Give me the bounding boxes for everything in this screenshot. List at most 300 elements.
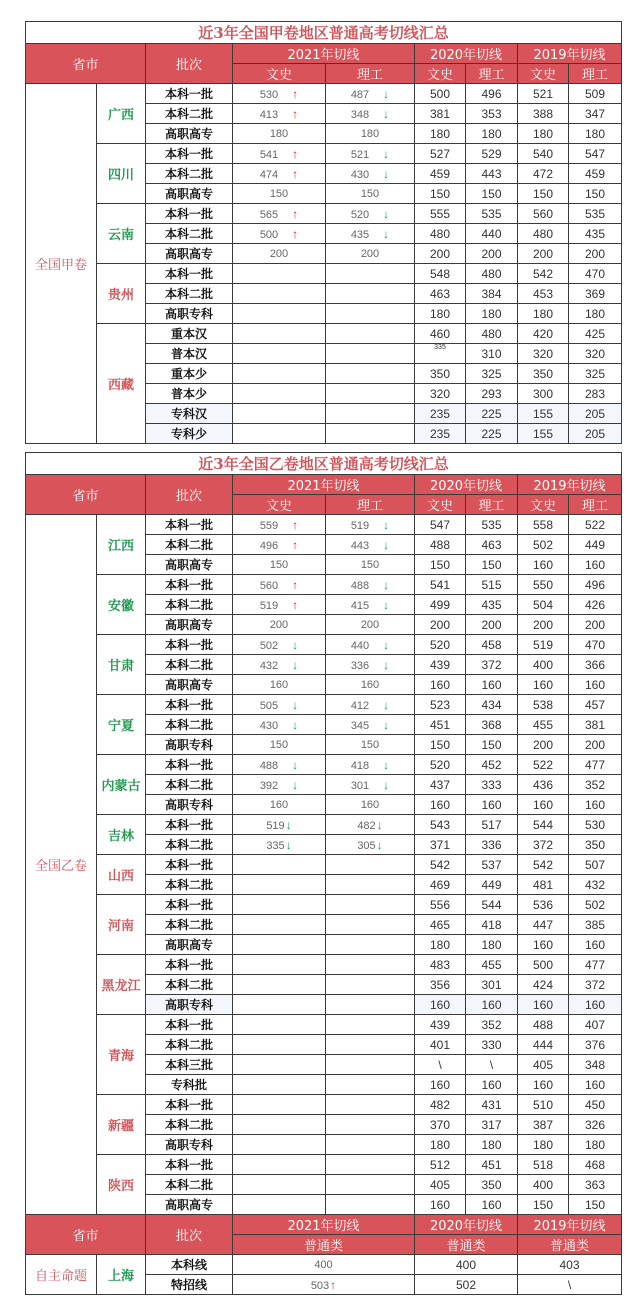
province-name: 安徽 (97, 575, 146, 635)
arrow-up-icon: ↑ (292, 597, 299, 612)
score-2021-wen (233, 1175, 326, 1195)
score-value: 482 (357, 819, 376, 832)
score-2021-li (326, 424, 415, 444)
score-2019-li: 363 (569, 1175, 622, 1195)
score-2019-li: 326 (569, 1115, 622, 1135)
province-name: 甘肃 (97, 635, 146, 695)
batch-label: 特招线 (146, 1275, 233, 1295)
score-2019-wen: 542 (518, 264, 569, 284)
batch-label: 本科二批 (146, 1115, 233, 1135)
score-2019-wen: 388 (518, 104, 569, 124)
score-2020-li: 160 (466, 1075, 518, 1095)
score-2019-wen: 510 (518, 1095, 569, 1115)
province-name: 新疆 (97, 1095, 146, 1155)
score-2021-li (326, 815, 415, 835)
score-value: 305 (357, 839, 376, 852)
score-2020-li: 535 (466, 204, 518, 224)
score-2021-wen (233, 144, 326, 164)
score-value: 345 (350, 719, 370, 732)
score-2019-li: 426 (569, 595, 622, 615)
score-2019-li: 372 (569, 975, 622, 995)
batch-label: 本科一批 (146, 84, 233, 104)
self-header-province: 省市 (26, 1215, 146, 1255)
score-2020-wen: 480 (415, 224, 466, 244)
score-2020-li: 160 (466, 795, 518, 815)
score-2021-li (326, 775, 415, 795)
score-value: 519 (350, 519, 370, 532)
arrow-down-icon: ↓ (383, 597, 390, 612)
self-header-2021: 2021年切线 (233, 1215, 415, 1235)
score-value: 559 (259, 519, 279, 532)
score-2021-wen (233, 104, 326, 124)
score-2019-li: 381 (569, 715, 622, 735)
score-2020-wen: 543 (415, 815, 466, 835)
self-header-2020: 2020年切线 (415, 1215, 518, 1235)
score-2019-li: 180 (569, 1135, 622, 1155)
score-2021-li (326, 635, 415, 655)
score-2021-li (326, 855, 415, 875)
batch-label: 本科线 (146, 1255, 233, 1275)
score-2020-wen: \ (415, 1055, 466, 1075)
arrow-up-icon: ↑ (330, 1277, 337, 1292)
score-2020-wen: 160 (415, 795, 466, 815)
score-value: 413 (259, 108, 279, 121)
batch-label: 本科一批 (146, 575, 233, 595)
score-2019-wen: 387 (518, 1115, 569, 1135)
score-2021-li (326, 575, 415, 595)
score-value: 565 (259, 208, 279, 221)
province-name: 陕西 (97, 1155, 146, 1215)
score-2019-wen: 500 (518, 955, 569, 975)
score-2021-li (326, 124, 415, 144)
score-2021-li (326, 1055, 415, 1075)
score-2020-wen: 523 (415, 695, 466, 715)
score-2019-wen: 180 (518, 304, 569, 324)
score-2020-wen: 350 (415, 364, 466, 384)
batch-label: 高职专科 (146, 735, 233, 755)
score-2021-wen (233, 404, 326, 424)
header-2020-li: 理工 (466, 64, 518, 84)
score-2021-wen (233, 515, 326, 535)
score-2020-li: 330 (466, 1035, 518, 1055)
score-2020-wen: 150 (415, 555, 466, 575)
score-2019-wen: 160 (518, 995, 569, 1015)
arrow-down-icon: ↓ (292, 637, 299, 652)
batch-label: 本科二批 (146, 975, 233, 995)
table-row (26, 1155, 622, 1175)
score-2020-li: 452 (466, 755, 518, 775)
score-value: 160 (269, 798, 289, 811)
score-value: 505 (259, 699, 279, 712)
score-2021-li (326, 1075, 415, 1095)
batch-label: 普本少 (146, 384, 233, 404)
score-2021-li (326, 104, 415, 124)
score-2019-wen: 480 (518, 224, 569, 244)
header-2019: 2019年切线 (518, 475, 622, 495)
header-2019: 2019年切线 (518, 44, 622, 64)
arrow-down-icon: ↓ (376, 837, 383, 852)
score-2020: 400 (415, 1255, 518, 1275)
batch-label: 本科二批 (146, 775, 233, 795)
score-2020-li: 160 (466, 675, 518, 695)
score-2020-li: 529 (466, 144, 518, 164)
province-name: 内蒙古 (97, 755, 146, 815)
score-value: 488 (259, 759, 279, 772)
score-2019-li: 160 (569, 995, 622, 1015)
score-2019-wen: 160 (518, 675, 569, 695)
arrow-down-icon: ↓ (285, 837, 292, 852)
score-2020-li: 350 (466, 1175, 518, 1195)
table-row (26, 755, 622, 775)
score-2020-wen: 451 (415, 715, 466, 735)
arrow-down-icon: ↓ (383, 106, 390, 121)
header-2020-wen: 文史 (415, 495, 466, 515)
province-name: 西藏 (97, 324, 146, 444)
score-2019-li: 468 (569, 1155, 622, 1175)
score-2021-li (326, 184, 415, 204)
batch-label: 本科二批 (146, 655, 233, 675)
score-2020-wen: 548 (415, 264, 466, 284)
group-label: 全国乙卷 (26, 515, 97, 1215)
score-2021-wen (233, 204, 326, 224)
table-row (26, 515, 622, 535)
score-2020-li: 418 (466, 915, 518, 935)
batch-label: 高职专科 (146, 795, 233, 815)
arrow-down-icon: ↓ (383, 577, 390, 592)
score-2019-wen: 405 (518, 1055, 569, 1075)
table-row (26, 264, 622, 284)
score-2019-li: 200 (569, 615, 622, 635)
batch-label: 高职高专 (146, 675, 233, 695)
score-2020-li: 440 (466, 224, 518, 244)
batch-label: 重本少 (146, 364, 233, 384)
batch-label: 本科二批 (146, 715, 233, 735)
score-2021-li (326, 555, 415, 575)
batch-label: 本科三批 (146, 1055, 233, 1075)
batch-label: 本科一批 (146, 144, 233, 164)
province-name: 宁夏 (97, 695, 146, 755)
header-2019-wen: 文史 (518, 495, 569, 515)
score-2020-li: 160 (466, 1195, 518, 1215)
self-header-2021-type: 普通类 (233, 1235, 415, 1255)
score-2019-li: 160 (569, 675, 622, 695)
score-2019-wen: 160 (518, 1075, 569, 1095)
score-2020-wen: 520 (415, 635, 466, 655)
score-value: 530 (259, 88, 279, 101)
score-value: 150 (269, 187, 289, 200)
score-value: 150 (360, 187, 380, 200)
score-2021-wen (233, 304, 326, 324)
score-2021-li (326, 695, 415, 715)
score-2020-li: 455 (466, 955, 518, 975)
score-2020-wen: 180 (415, 1135, 466, 1155)
score-2021-wen (233, 1055, 326, 1075)
table-row (26, 895, 622, 915)
score-2020-li: 496 (466, 84, 518, 104)
score-value: 432 (259, 659, 279, 672)
arrow-down-icon: ↓ (376, 817, 383, 832)
score-2019-li: 547 (569, 144, 622, 164)
score-2021-wen (233, 935, 326, 955)
score-2019-li: 450 (569, 1095, 622, 1115)
arrow-down-icon: ↓ (285, 817, 292, 832)
score-2021-wen (233, 615, 326, 635)
arrow-down-icon: ↓ (383, 757, 390, 772)
score-value: 496 (259, 539, 279, 552)
score-2020-wen: 381 (415, 104, 466, 124)
score-2021-wen (233, 855, 326, 875)
score-2021-wen (233, 184, 326, 204)
score-value: 440 (350, 639, 370, 652)
score-2020-li: 150 (466, 555, 518, 575)
score-value: 412 (350, 699, 370, 712)
score-value: 150 (269, 558, 289, 571)
score-2019-li: 150 (569, 184, 622, 204)
header-2021-wen: 文史 (233, 64, 326, 84)
score-2021-li (326, 515, 415, 535)
table-row (26, 815, 622, 835)
table-title: 近3年全国乙卷地区普通高考切线汇总 (26, 453, 622, 475)
score-2021-wen (233, 955, 326, 975)
batch-label: 本科一批 (146, 264, 233, 284)
score-2019-wen: 502 (518, 535, 569, 555)
province-name: 河南 (97, 895, 146, 955)
score-2021-li (326, 264, 415, 284)
score-2019-li: 530 (569, 815, 622, 835)
score-2021-li (326, 895, 415, 915)
self-header-2019-type: 普通类 (518, 1235, 622, 1255)
score-2020-wen: 555 (415, 204, 466, 224)
score-2021-wen (233, 595, 326, 615)
score-value: 415 (350, 599, 370, 612)
arrow-down-icon: ↓ (292, 777, 299, 792)
batch-label: 本科二批 (146, 595, 233, 615)
batch-label: 本科一批 (146, 1015, 233, 1035)
score-2020-wen: 439 (415, 655, 466, 675)
score-2021-wen (233, 715, 326, 735)
score-2020-li: 310 (466, 344, 518, 364)
score-2020-wen: 401 (415, 1035, 466, 1055)
score-2019-wen: 160 (518, 555, 569, 575)
batch-label: 高职专科 (146, 995, 233, 1015)
batch-label: 本科二批 (146, 1175, 233, 1195)
score-2020-wen: 527 (415, 144, 466, 164)
score-2019-wen: 150 (518, 1195, 569, 1215)
score-2019-wen: 436 (518, 775, 569, 795)
score-2021-li (326, 344, 415, 364)
score-2020-li: 160 (466, 995, 518, 1015)
score-value: 541 (259, 148, 279, 161)
score-2021-wen (233, 575, 326, 595)
arrow-up-icon: ↑ (292, 537, 299, 552)
header-batch: 批次 (146, 44, 233, 84)
score-2019-li: 347 (569, 104, 622, 124)
score-2019-li: 477 (569, 955, 622, 975)
score-2020-wen: 160 (415, 1195, 466, 1215)
score-2019-wen: 200 (518, 615, 569, 635)
score-2021-wen (233, 344, 326, 364)
score-2021-wen (233, 424, 326, 444)
score-2021-li (326, 1175, 415, 1195)
score-2019-wen: 472 (518, 164, 569, 184)
score-2020-wen: 439 (415, 1015, 466, 1035)
arrow-down-icon: ↓ (383, 226, 390, 241)
score-value: 301 (350, 779, 370, 792)
score-2020-li: 317 (466, 1115, 518, 1135)
score-2019-li: 348 (569, 1055, 622, 1075)
score-2019-li: 205 (569, 404, 622, 424)
score-2021-li (326, 144, 415, 164)
score-2020-li: 150 (466, 184, 518, 204)
batch-label: 高职高专 (146, 935, 233, 955)
score-2019-li: 432 (569, 875, 622, 895)
score-2020-wen: 500 (415, 84, 466, 104)
score-2020-wen: 200 (415, 244, 466, 264)
score-2019-li: 459 (569, 164, 622, 184)
province-name: 青海 (97, 1015, 146, 1095)
score-2021-wen (233, 915, 326, 935)
score-2021-li (326, 975, 415, 995)
score-value: 150 (269, 738, 289, 751)
score-2021-wen (233, 1195, 326, 1215)
table-row (26, 324, 622, 344)
province-name: 广西 (97, 84, 146, 144)
score-value: 560 (259, 579, 279, 592)
arrow-down-icon: ↓ (383, 717, 390, 732)
score-2021-li (326, 595, 415, 615)
score-2019-wen: 519 (518, 635, 569, 655)
score-2021-wen (233, 695, 326, 715)
score-2019-li: 457 (569, 695, 622, 715)
score-2020-li: 200 (466, 244, 518, 264)
score-2021-li (326, 1095, 415, 1115)
score-2021 (233, 1275, 415, 1295)
score-2019-li: 325 (569, 364, 622, 384)
batch-label: 本科一批 (146, 815, 233, 835)
score-2019-wen: 424 (518, 975, 569, 995)
batch-label: 本科二批 (146, 284, 233, 304)
score-value: 519 (266, 819, 285, 832)
batch-label: 本科二批 (146, 835, 233, 855)
score-2021-wen (233, 795, 326, 815)
arrow-down-icon: ↓ (383, 517, 390, 532)
score-2021-li (326, 244, 415, 264)
header-2021-li: 理工 (326, 64, 415, 84)
score-2019-li: 385 (569, 915, 622, 935)
batch-label: 本科一批 (146, 1155, 233, 1175)
score-2020-li: 434 (466, 695, 518, 715)
score-2020-li: 368 (466, 715, 518, 735)
score-2019-wen: 455 (518, 715, 569, 735)
score-2019-li: 425 (569, 324, 622, 344)
batch-label: 高职高专 (146, 124, 233, 144)
score-2019-wen: 155 (518, 424, 569, 444)
score-2021-li (326, 324, 415, 344)
score-2020-li: 352 (466, 1015, 518, 1035)
score-2020-li: 225 (466, 404, 518, 424)
batch-label: 高职高专 (146, 1195, 233, 1215)
score-value: 160 (360, 678, 380, 691)
score-2019-wen: 544 (518, 815, 569, 835)
batch-label: 本科一批 (146, 1095, 233, 1115)
score-2019-wen: 160 (518, 935, 569, 955)
table-row (26, 855, 622, 875)
header-2020: 2020年切线 (415, 475, 518, 495)
arrow-up-icon: ↑ (292, 166, 299, 181)
province-name: 江西 (97, 515, 146, 575)
header-batch: 批次 (146, 475, 233, 515)
score-2020-li: 480 (466, 264, 518, 284)
score-2021-wen (233, 364, 326, 384)
score-2019-wen: 444 (518, 1035, 569, 1055)
score-value: 503 (310, 1279, 330, 1292)
score-2021-wen (233, 535, 326, 555)
header-2019-wen: 文史 (518, 64, 569, 84)
score-value: 502 (259, 639, 279, 652)
score-2020-wen: 180 (415, 124, 466, 144)
score-2021-wen (233, 1135, 326, 1155)
score-2019-li: 522 (569, 515, 622, 535)
score-2021-wen (233, 755, 326, 775)
score-2019: \ (518, 1275, 622, 1295)
arrow-down-icon: ↓ (383, 777, 390, 792)
score-2021-wen (233, 224, 326, 244)
score-2019-wen: 453 (518, 284, 569, 304)
table-row (26, 695, 622, 715)
score-2019-wen: 180 (518, 1135, 569, 1155)
arrow-down-icon: ↓ (383, 206, 390, 221)
score-2020-wen: 371 (415, 835, 466, 855)
province-name: 云南 (97, 204, 146, 264)
score-2020-wen: 520 (415, 755, 466, 775)
score-2020-wen: 556 (415, 895, 466, 915)
score-value: 487 (350, 88, 370, 101)
arrow-up-icon: ↑ (292, 206, 299, 221)
score-2019-wen: 160 (518, 795, 569, 815)
score-2019-wen: 300 (518, 384, 569, 404)
score-value: 150 (360, 738, 380, 751)
score-value: 200 (360, 247, 380, 260)
header-province: 省市 (26, 475, 146, 515)
score-2021-li (326, 304, 415, 324)
score-value: 519 (259, 599, 279, 612)
score-2020-li: 301 (466, 975, 518, 995)
score-2019-wen: 155 (518, 404, 569, 424)
score-value: 200 (269, 618, 289, 631)
score-2020-wen: 463 (415, 284, 466, 304)
score-2020-wen: 320 (415, 384, 466, 404)
table-row (26, 955, 622, 975)
score-2021-li (326, 1195, 415, 1215)
arrow-down-icon: ↓ (383, 697, 390, 712)
batch-label: 高职专科 (146, 304, 233, 324)
score-2020-li: 353 (466, 104, 518, 124)
jia-table (25, 21, 622, 444)
header-2019-li: 理工 (569, 495, 622, 515)
score-2019-li: 200 (569, 735, 622, 755)
score-value: 180 (269, 127, 289, 140)
score-value: 336 (350, 659, 370, 672)
score-2019-li: 200 (569, 244, 622, 264)
batch-label: 本科一批 (146, 895, 233, 915)
score-2020-li: 333 (466, 775, 518, 795)
score-value: 488 (350, 579, 370, 592)
score-2020-li: 435 (466, 595, 518, 615)
score-2020: 502 (415, 1275, 518, 1295)
province-name: 四川 (97, 144, 146, 204)
score-2019-wen: 522 (518, 755, 569, 775)
batch-label: 本科一批 (146, 204, 233, 224)
